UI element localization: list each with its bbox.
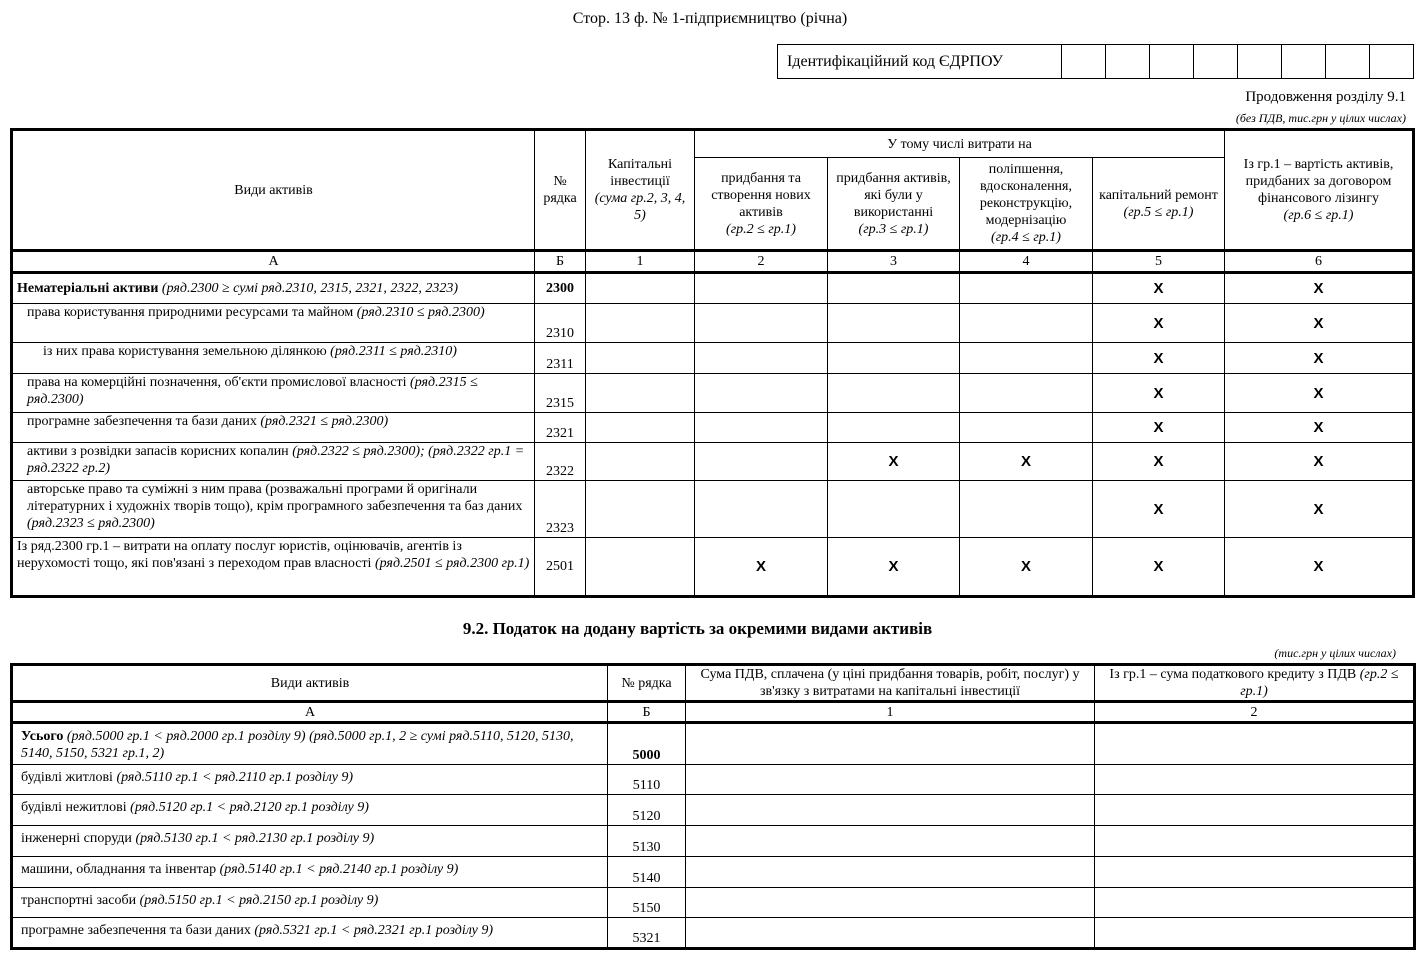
row-code: 2321	[535, 413, 586, 443]
not-applicable-mark: X	[1225, 443, 1414, 481]
page-header: Стор. 13 ф. № 1-підприємництво (річна)	[572, 10, 848, 27]
section-9-2-title: 9.2. Податок на додану вартість за окремими видами активів	[462, 619, 933, 638]
header-c5-formula: (гр.5 ≤ гр.1)	[1123, 204, 1194, 220]
asset-type-formula: (ряд.2321 ≤ ряд.2300)	[260, 414, 389, 429]
vat-paid-cell[interactable]	[686, 888, 1095, 918]
asset-type-formula: (ряд.5000 гр.1 < ряд.2000 гр.1 розділу 9) (ряд.5000 гр.1, 2 ≥ сумі ряд.5110, 5120, 5130, 5140, 5150, 5321 гр.1, 2)	[21, 729, 574, 761]
table-row	[12, 723, 1415, 765]
not-applicable-mark: X	[1093, 413, 1225, 443]
asset-type-label: транспортні засоби	[21, 893, 137, 908]
value-cell-col-4[interactable]	[960, 273, 1093, 304]
row-code: 5321	[608, 918, 686, 949]
asset-type-cell	[12, 273, 535, 304]
column-label: 5	[1093, 251, 1225, 273]
header-including: У тому числі витрати на	[695, 130, 1225, 158]
value-cell-col-3[interactable]	[828, 273, 960, 304]
asset-type-cell	[12, 826, 608, 857]
vat-credit-cell[interactable]	[1095, 857, 1415, 888]
column-label: А	[12, 702, 608, 723]
asset-type-formula: (ряд.5110 гр.1 < ряд.2110 гр.1 розділу 9)	[116, 770, 354, 785]
header-vat-credit	[1095, 665, 1415, 702]
not-applicable-mark: X	[1093, 273, 1225, 304]
not-applicable-mark: X	[1093, 304, 1225, 343]
row-code: 2310	[535, 304, 586, 343]
asset-type-formula: (ряд.2315 ≤ ряд.2300)	[27, 375, 478, 407]
value-cell-col-2[interactable]	[695, 304, 828, 343]
row-code: 5120	[608, 795, 686, 826]
value-cell-col-1[interactable]	[586, 413, 695, 443]
header-c6-label: Із гр.1 – вартість активів, придбаних за договором фінансового лізингу	[1243, 157, 1394, 206]
asset-type-formula: (ряд.5120 гр.1 < ряд.2120 гр.1 розділу 9)	[130, 800, 369, 815]
header-asset-types: Види активів	[12, 130, 535, 251]
header-capital-investments	[586, 130, 695, 251]
not-applicable-mark: X	[1093, 374, 1225, 413]
table-row	[12, 481, 1414, 538]
header-c4-formula: (гр.4 ≤ гр.1)	[991, 230, 1061, 245]
vat-credit-cell[interactable]	[1095, 888, 1415, 918]
not-applicable-mark: X	[828, 538, 960, 597]
asset-type-cell	[12, 888, 608, 918]
header-row-no: № рядка	[608, 665, 686, 702]
asset-type-cell	[12, 538, 535, 597]
value-cell-col-1[interactable]	[586, 273, 695, 304]
vat-paid-cell[interactable]	[686, 918, 1095, 949]
asset-type-formula: (ряд.5140 гр.1 < ряд.2140 гр.1 розділу 9)	[219, 862, 459, 877]
table-row	[12, 304, 1414, 343]
header-leasing	[1225, 130, 1414, 251]
not-applicable-mark: X	[1225, 374, 1414, 413]
asset-type-formula: (ряд.5150 гр.1 < ряд.2150 гр.1 розділу 9)	[139, 893, 379, 908]
column-label: 3	[828, 251, 960, 273]
not-applicable-mark: X	[960, 443, 1093, 481]
vat-paid-cell[interactable]	[686, 795, 1095, 826]
vat-paid-cell[interactable]	[686, 723, 1095, 765]
edrpou-digit-cell[interactable]	[1106, 45, 1150, 78]
asset-type-label: будівлі житлові	[21, 770, 113, 785]
not-applicable-mark: X	[1093, 538, 1225, 597]
value-cell-col-2[interactable]	[695, 413, 828, 443]
column-label: 2	[1095, 702, 1415, 723]
table-row	[12, 374, 1414, 413]
column-label: 1	[586, 251, 695, 273]
column-label: А	[12, 251, 535, 273]
asset-type-formula: (ряд.5321 гр.1 < ряд.2321 гр.1 розділу 9)	[254, 923, 494, 938]
value-cell-col-2[interactable]	[695, 481, 828, 538]
not-applicable-mark: X	[1093, 443, 1225, 481]
vat-credit-cell[interactable]	[1095, 765, 1415, 795]
row-code: 5000	[608, 723, 686, 765]
asset-type-cell	[12, 857, 608, 888]
value-cell-col-1[interactable]	[586, 443, 695, 481]
row-code: 5150	[608, 888, 686, 918]
capital-investment-table	[10, 128, 1415, 598]
header-c4-label: поліпшення, вдосконалення, реконструкцію, модернізацію	[979, 162, 1073, 228]
asset-type-cell	[12, 765, 608, 795]
asset-type-cell	[12, 795, 608, 826]
value-cell-col-4[interactable]	[960, 304, 1093, 343]
header-c2-formula: (гр.2 ≤ гр.1)	[726, 221, 796, 237]
asset-type-label: будівлі нежитлові	[21, 800, 127, 815]
edrpou-digit-cell[interactable]	[1150, 45, 1194, 78]
asset-type-label: із них права користування земельною ділянкою	[43, 344, 327, 359]
asset-type-bold: Усього	[21, 729, 64, 744]
value-cell-col-1[interactable]	[586, 374, 695, 413]
header-cap-inv-label: Капітальні інвестиції	[608, 157, 672, 189]
asset-type-label: програмне забезпечення та бази даних	[27, 414, 257, 429]
table-row	[12, 343, 1414, 374]
not-applicable-mark: X	[828, 443, 960, 481]
table-row	[12, 273, 1414, 304]
vat-paid-cell[interactable]	[686, 826, 1095, 857]
asset-type-formula: (ряд.2310 ≤ ряд.2300)	[356, 305, 485, 320]
asset-type-formula: (ряд.2323 ≤ ряд.2300)	[27, 516, 155, 531]
edrpou-digit-cell[interactable]	[1326, 45, 1370, 78]
table-row	[12, 538, 1414, 597]
header-new-assets	[695, 158, 828, 251]
header-c2-label: придбання та створення нових активів	[711, 170, 811, 220]
not-applicable-mark: X	[960, 538, 1093, 597]
table-row	[12, 795, 1415, 826]
row-code: 2323	[535, 481, 586, 538]
value-cell-col-4[interactable]	[960, 413, 1093, 443]
asset-type-label: машини, обладнання та інвентар	[21, 862, 217, 877]
not-applicable-mark: X	[1225, 304, 1414, 343]
edrpou-digit-cell[interactable]	[1194, 45, 1238, 78]
row-code: 2315	[535, 374, 586, 413]
column-label: 1	[686, 702, 1095, 723]
asset-type-label: права користування природними ресурсами та майном	[27, 305, 354, 320]
table-row	[12, 413, 1414, 443]
asset-type-cell	[12, 413, 535, 443]
value-cell-col-1[interactable]	[586, 538, 695, 597]
asset-type-label: програмне забезпечення та бази даних	[21, 923, 251, 938]
header-asset-types: Види активів	[12, 665, 608, 702]
header-used-assets	[828, 158, 960, 251]
vat-credit-cell[interactable]	[1095, 723, 1415, 765]
edrpou-code-box	[777, 44, 1414, 79]
asset-type-formula: (ряд.5130 гр.1 < ряд.2130 гр.1 розділу 9)	[135, 831, 375, 846]
not-applicable-mark: X	[1225, 538, 1414, 597]
asset-type-cell	[12, 723, 608, 765]
edrpou-label: Ідентифікаційний код ЄДРПОУ	[778, 45, 1062, 78]
column-label: 6	[1225, 251, 1414, 273]
value-cell-col-4[interactable]	[960, 374, 1093, 413]
value-cell-col-3[interactable]	[828, 343, 960, 374]
table-row	[12, 826, 1415, 857]
units-note-1: (без ПДВ, тис.грн у цілих числах)	[1235, 111, 1406, 125]
vat-paid-cell[interactable]	[686, 765, 1095, 795]
row-code: 2501	[535, 538, 586, 597]
continuation-note: Продовження розділу 9.1	[1245, 89, 1406, 105]
header-vat-credit-formula: (гр.2 ≤ гр.1)	[1240, 667, 1399, 699]
table-row	[12, 888, 1415, 918]
value-cell-col-4[interactable]	[960, 343, 1093, 374]
asset-type-cell	[12, 304, 535, 343]
asset-type-cell	[12, 343, 535, 374]
vat-table	[10, 663, 1416, 950]
row-code: 2322	[535, 443, 586, 481]
edrpou-digit-cell[interactable]	[1282, 45, 1326, 78]
value-cell-col-3[interactable]	[828, 304, 960, 343]
asset-type-formula: (ряд.2300 ≥ сумі ряд.2310, 2315, 2321, 2322, 2323)	[161, 281, 459, 296]
table-row	[12, 857, 1415, 888]
column-label: 4	[960, 251, 1093, 273]
value-cell-col-3[interactable]	[828, 413, 960, 443]
asset-type-cell	[12, 918, 608, 949]
asset-type-cell	[12, 374, 535, 413]
asset-type-label: Із ряд.2300 гр.1 – витрати на оплату послуг юристів, оцінювачів, агентів із нерухомості тощо, які пов'язані з переходом прав власності	[17, 539, 462, 571]
header-capital-repair	[1093, 158, 1225, 251]
asset-type-formula: (ряд.2322 ≤ ряд.2300); (ряд.2322 гр.1 = ряд.2322 гр.2)	[27, 444, 525, 476]
units-note-2: (тис.грн у цілих числах)	[1274, 646, 1396, 660]
row-code: 5140	[608, 857, 686, 888]
table-row	[12, 443, 1414, 481]
asset-type-formula: (ряд.2501 ≤ ряд.2300 гр.1)	[374, 556, 530, 571]
not-applicable-mark: X	[1225, 413, 1414, 443]
column-label: Б	[608, 702, 686, 723]
asset-type-label: активи з розвідки запасів корисних копалин	[27, 444, 289, 459]
value-cell-col-3[interactable]	[828, 374, 960, 413]
asset-type-label: інженерні споруди	[21, 831, 132, 846]
asset-type-bold: Нематеріальні активи	[17, 281, 159, 296]
header-cap-inv-formula: (сума гр.2, 3, 4, 5)	[594, 191, 686, 223]
row-code: 5110	[608, 765, 686, 795]
header-c3-label: придбання активів, які були у використанні	[836, 170, 951, 220]
table-row	[12, 765, 1415, 795]
vat-credit-cell[interactable]	[1095, 826, 1415, 857]
header-c5-label: капітальний ремонт	[1099, 187, 1218, 203]
value-cell-col-2[interactable]	[695, 343, 828, 374]
asset-type-cell	[12, 443, 535, 481]
header-vat-paid: Сума ПДВ, сплачена (у ціні придбання товарів, робіт, послуг) у зв'язку з витратами на капітальні інвестиції	[686, 665, 1095, 702]
value-cell-col-1[interactable]	[586, 343, 695, 374]
not-applicable-mark: X	[1225, 343, 1414, 374]
vat-paid-cell[interactable]	[686, 857, 1095, 888]
header-improvement	[960, 158, 1093, 251]
edrpou-digit-cell[interactable]	[1370, 45, 1413, 78]
column-label: Б	[535, 251, 586, 273]
edrpou-digit-cell[interactable]	[1062, 45, 1106, 78]
value-cell-col-2[interactable]	[695, 374, 828, 413]
header-c6-formula: (гр.6 ≤ гр.1)	[1283, 208, 1354, 223]
asset-type-label: права на комерційні позначення, об'єкти промислової власності	[27, 375, 407, 390]
value-cell-col-2[interactable]	[695, 273, 828, 304]
not-applicable-mark: X	[1225, 273, 1414, 304]
value-cell-col-2[interactable]	[695, 443, 828, 481]
row-code: 5130	[608, 826, 686, 857]
not-applicable-mark: X	[1093, 481, 1225, 538]
row-code: 2311	[535, 343, 586, 374]
value-cell-col-3[interactable]	[828, 481, 960, 538]
edrpou-digit-cell[interactable]	[1238, 45, 1282, 78]
header-row-no: № рядка	[535, 130, 586, 251]
value-cell-col-1[interactable]	[586, 304, 695, 343]
asset-type-cell	[12, 481, 535, 538]
not-applicable-mark: X	[1225, 481, 1414, 538]
asset-type-formula: (ряд.2311 ≤ ряд.2310)	[330, 344, 457, 359]
value-cell-col-1[interactable]	[586, 481, 695, 538]
vat-credit-cell[interactable]	[1095, 918, 1415, 949]
row-code: 2300	[535, 273, 586, 304]
value-cell-col-4[interactable]	[960, 481, 1093, 538]
vat-credit-cell[interactable]	[1095, 795, 1415, 826]
not-applicable-mark: X	[1093, 343, 1225, 374]
asset-type-label: авторське право та суміжні з ним права (розважальні програми й оригінали літературних і художніх творів тощо), крім програмного забезпечення та баз даних	[27, 482, 523, 514]
header-c3-formula: (гр.3 ≤ гр.1)	[858, 221, 929, 237]
header-vat-credit-label: Із гр.1 – сума податкового кредиту з ПДВ	[1109, 667, 1357, 682]
not-applicable-mark: X	[695, 538, 828, 597]
table-row	[12, 918, 1415, 949]
column-label: 2	[695, 251, 828, 273]
